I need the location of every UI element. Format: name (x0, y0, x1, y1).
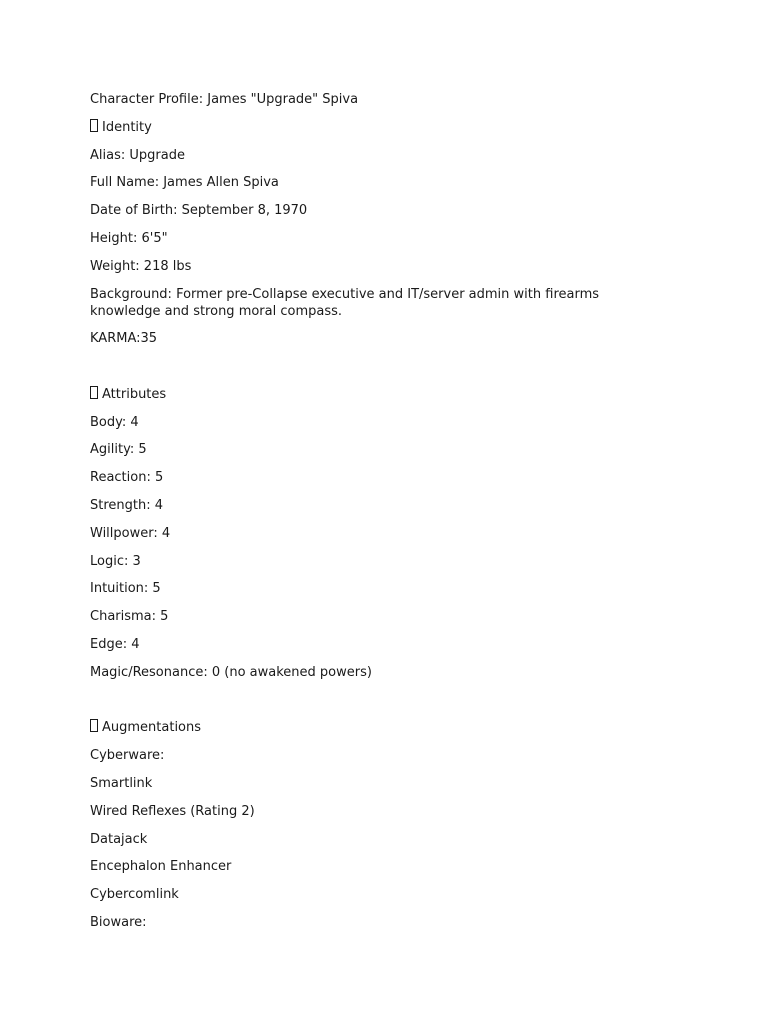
attribute-charisma: Charisma: 5 (90, 609, 169, 625)
missing-glyph-icon (90, 119, 98, 132)
identity-background: Background: Former pre-Collapse executive and IT/server admin with firearms knowledge and strong moral compass. (90, 286, 604, 319)
attribute-strength: Strength: 4 (90, 498, 164, 514)
attribute-reaction: Reaction: 5 (90, 470, 164, 486)
augmentations-heading-label: Augmentations (102, 720, 202, 736)
attribute-edge: Edge: 4 (90, 637, 140, 653)
cyberware-item: Encephalon Enhancer (90, 859, 232, 875)
cyberware-item: Wired Reflexes (Rating 2) (90, 803, 255, 819)
identity-heading-label: Identity (102, 119, 152, 135)
attribute-willpower: Willpower: 4 (90, 525, 171, 541)
bioware-label: Bioware: (90, 914, 147, 930)
cyberware-label: Cyberware: (90, 748, 165, 764)
attribute-intuition: Intuition: 5 (90, 581, 161, 597)
cyberware-item: Cybercomlink (90, 887, 179, 903)
attributes-heading-label: Attributes (102, 386, 167, 402)
augmentations-heading (90, 719, 690, 736)
section-spacer (90, 692, 690, 720)
identity-heading (90, 119, 690, 136)
section-spacer (90, 358, 690, 386)
cyberware-item: Smartlink (90, 775, 153, 791)
attribute-body: Body: 4 (90, 414, 139, 430)
identity-alias: Alias: Upgrade (90, 147, 185, 163)
identity-height: Height: 6'5" (90, 230, 168, 246)
attribute-logic: Logic: 3 (90, 553, 141, 569)
attribute-agility: Agility: 5 (90, 442, 147, 458)
missing-glyph-icon (90, 386, 98, 399)
missing-glyph-icon (90, 719, 98, 732)
identity-karma: KARMA:35 (90, 331, 158, 347)
cyberware-item: Datajack (90, 831, 148, 847)
attributes-heading (90, 386, 690, 403)
identity-weight: Weight: 218 lbs (90, 258, 192, 274)
attribute-magic-resonance: Magic/Resonance: 0 (no awakened powers) (90, 664, 372, 680)
identity-dob: Date of Birth: September 8, 1970 (90, 203, 308, 219)
profile-title: Character Profile: James "Upgrade" Spiva (90, 92, 359, 107)
identity-full-name: Full Name: James Allen Spiva (90, 175, 279, 191)
document-page (90, 91, 690, 942)
